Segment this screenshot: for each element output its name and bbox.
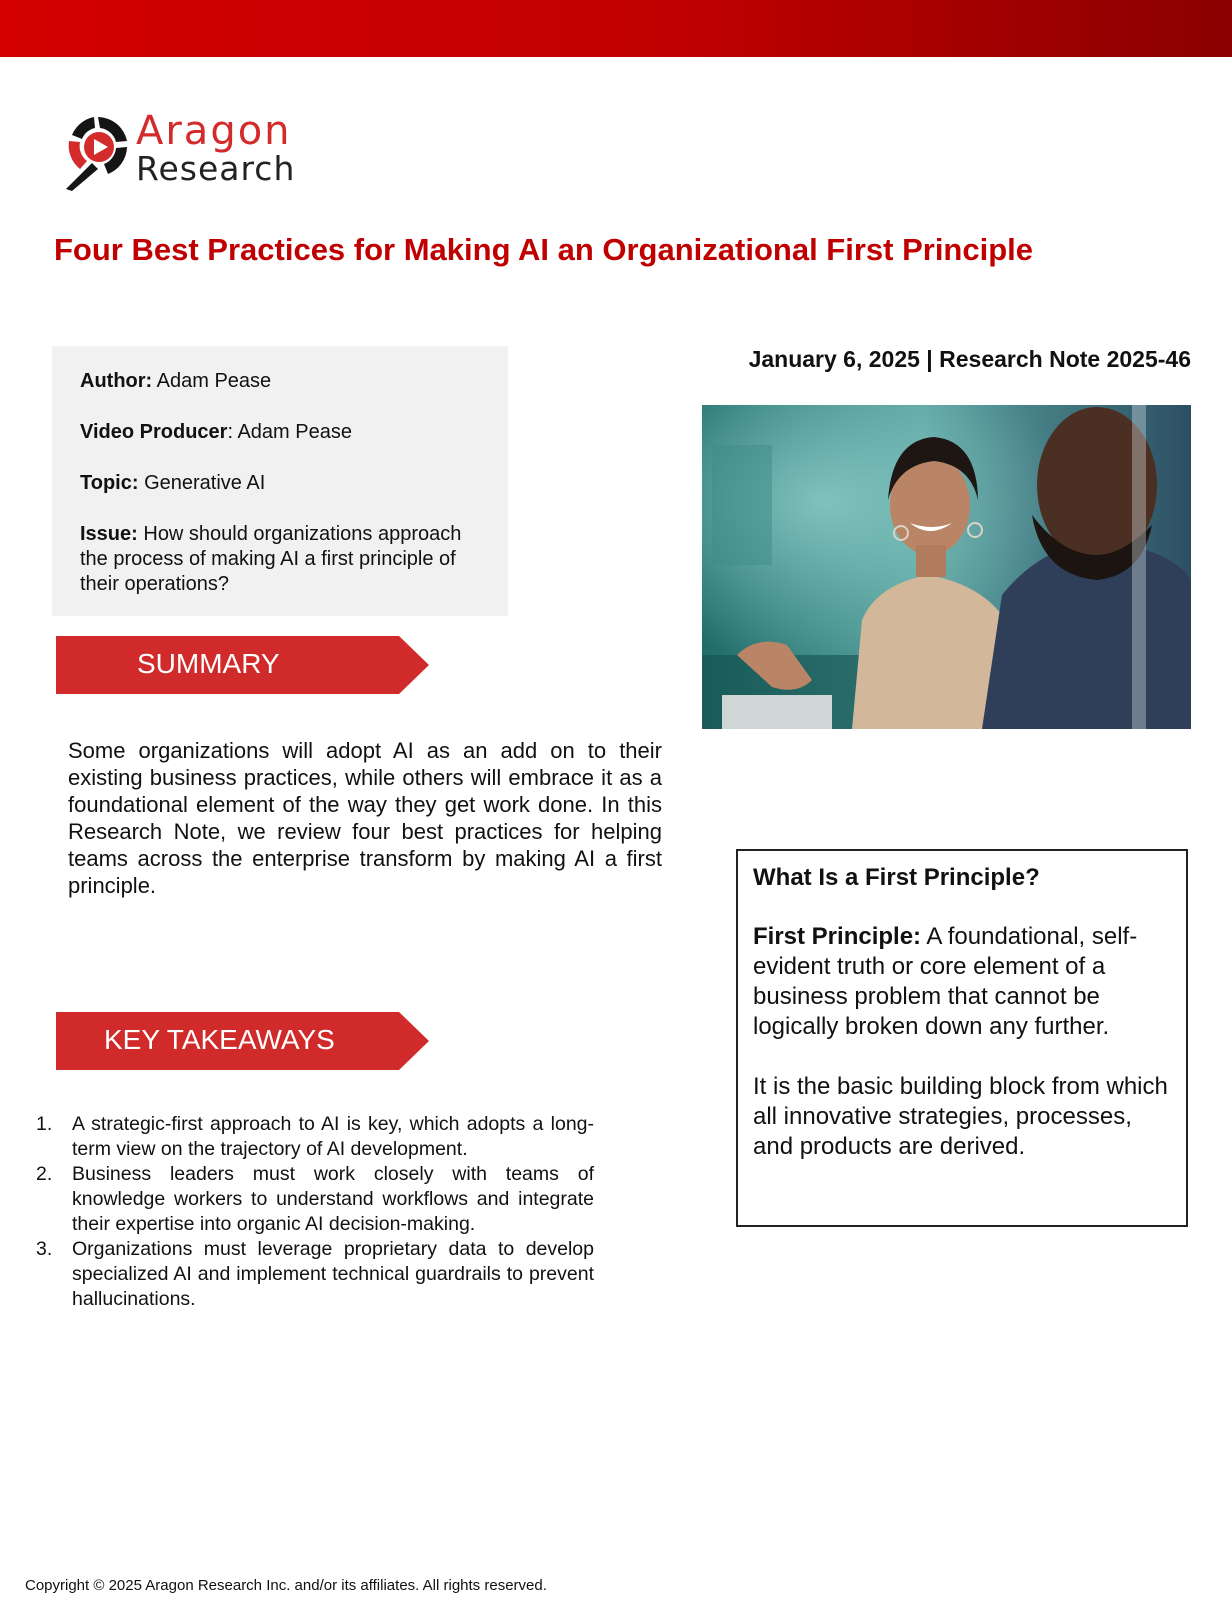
list-item-number: 3. xyxy=(36,1238,53,1260)
list-item-text: A strategic-first approach to AI is key, which adopts a long-term view on the trajectory of AI development. xyxy=(72,1113,594,1160)
author-value: Adam Pease xyxy=(152,370,272,392)
list-item-text: Organizations must leverage proprietary data to develop specialized AI and implement technical guardrails to prevent hallucinations. xyxy=(72,1238,594,1310)
topic-value: Generative AI xyxy=(138,472,266,494)
date-and-note-number: January 6, 2025 | Research Note 2025-46 xyxy=(748,346,1191,372)
aragon-logo xyxy=(64,108,324,194)
key-takeaways-banner xyxy=(56,1012,429,1070)
list-item xyxy=(32,1162,594,1237)
list-item-text: Business leaders must work closely with teams of knowledge workers to understand workflows and integrate their expertise into organic AI decision-making. xyxy=(72,1163,594,1235)
list-item xyxy=(32,1112,594,1162)
first-principle-callout xyxy=(736,849,1188,1227)
callout-heading: What Is a First Principle? xyxy=(753,864,1040,891)
top-brand-bar xyxy=(0,0,1232,57)
business-meeting-photo xyxy=(702,405,1191,729)
logo-wordmark-research: Research xyxy=(136,149,296,188)
list-item-number: 1. xyxy=(36,1113,53,1135)
aragon-logo-mark-icon xyxy=(64,111,132,191)
document-title: Four Best Practices for Making AI an Organizational First Principle xyxy=(54,232,1034,267)
author-label: Author: xyxy=(80,370,153,392)
callout-explanation: It is the basic building block from which all innovative strategies, processes, and products are derived. xyxy=(753,1073,1168,1160)
summary-banner xyxy=(56,636,429,694)
author-line xyxy=(80,369,271,394)
summary-text: Some organizations will adopt AI as an add on to their existing business practices, while others will embrace it as a foundational element of the way they get work done. In this Research Note, we review four best practices for helping teams across the enterprise transform by making AI a first principle. xyxy=(68,738,662,898)
callout-definition-text: A foundational, self-evident truth or core element of a business problem that cannot be logically broken down any further. xyxy=(753,923,1138,1040)
list-item xyxy=(32,1237,594,1312)
issue-line xyxy=(80,522,480,597)
key-takeaways-heading: KEY TAKEAWAYS xyxy=(104,1024,335,1055)
list-item-number: 2. xyxy=(36,1163,53,1185)
video-producer-line xyxy=(80,420,352,445)
metadata-box xyxy=(52,346,508,616)
topic-label: Topic: xyxy=(80,472,139,494)
issue-value: How should organizations approach the process of making AI a first principle of their operations? xyxy=(80,523,462,595)
summary-heading: SUMMARY xyxy=(137,648,280,679)
topic-line xyxy=(80,471,265,496)
callout-term: First Principle: xyxy=(753,923,922,950)
callout-definition xyxy=(753,922,1173,1042)
logo-wordmark-aragon: Aragon xyxy=(136,108,292,154)
issue-label: Issue: xyxy=(80,523,138,545)
photo-illustration xyxy=(702,405,1191,729)
key-takeaways-list xyxy=(32,1112,594,1312)
copyright-footer: Copyright © 2025 Aragon Research Inc. and/or its affiliates. All rights reserved. xyxy=(25,1577,547,1594)
video-producer-label: Video Producer xyxy=(80,421,228,443)
video-producer-value: : Adam Pease xyxy=(227,421,352,443)
